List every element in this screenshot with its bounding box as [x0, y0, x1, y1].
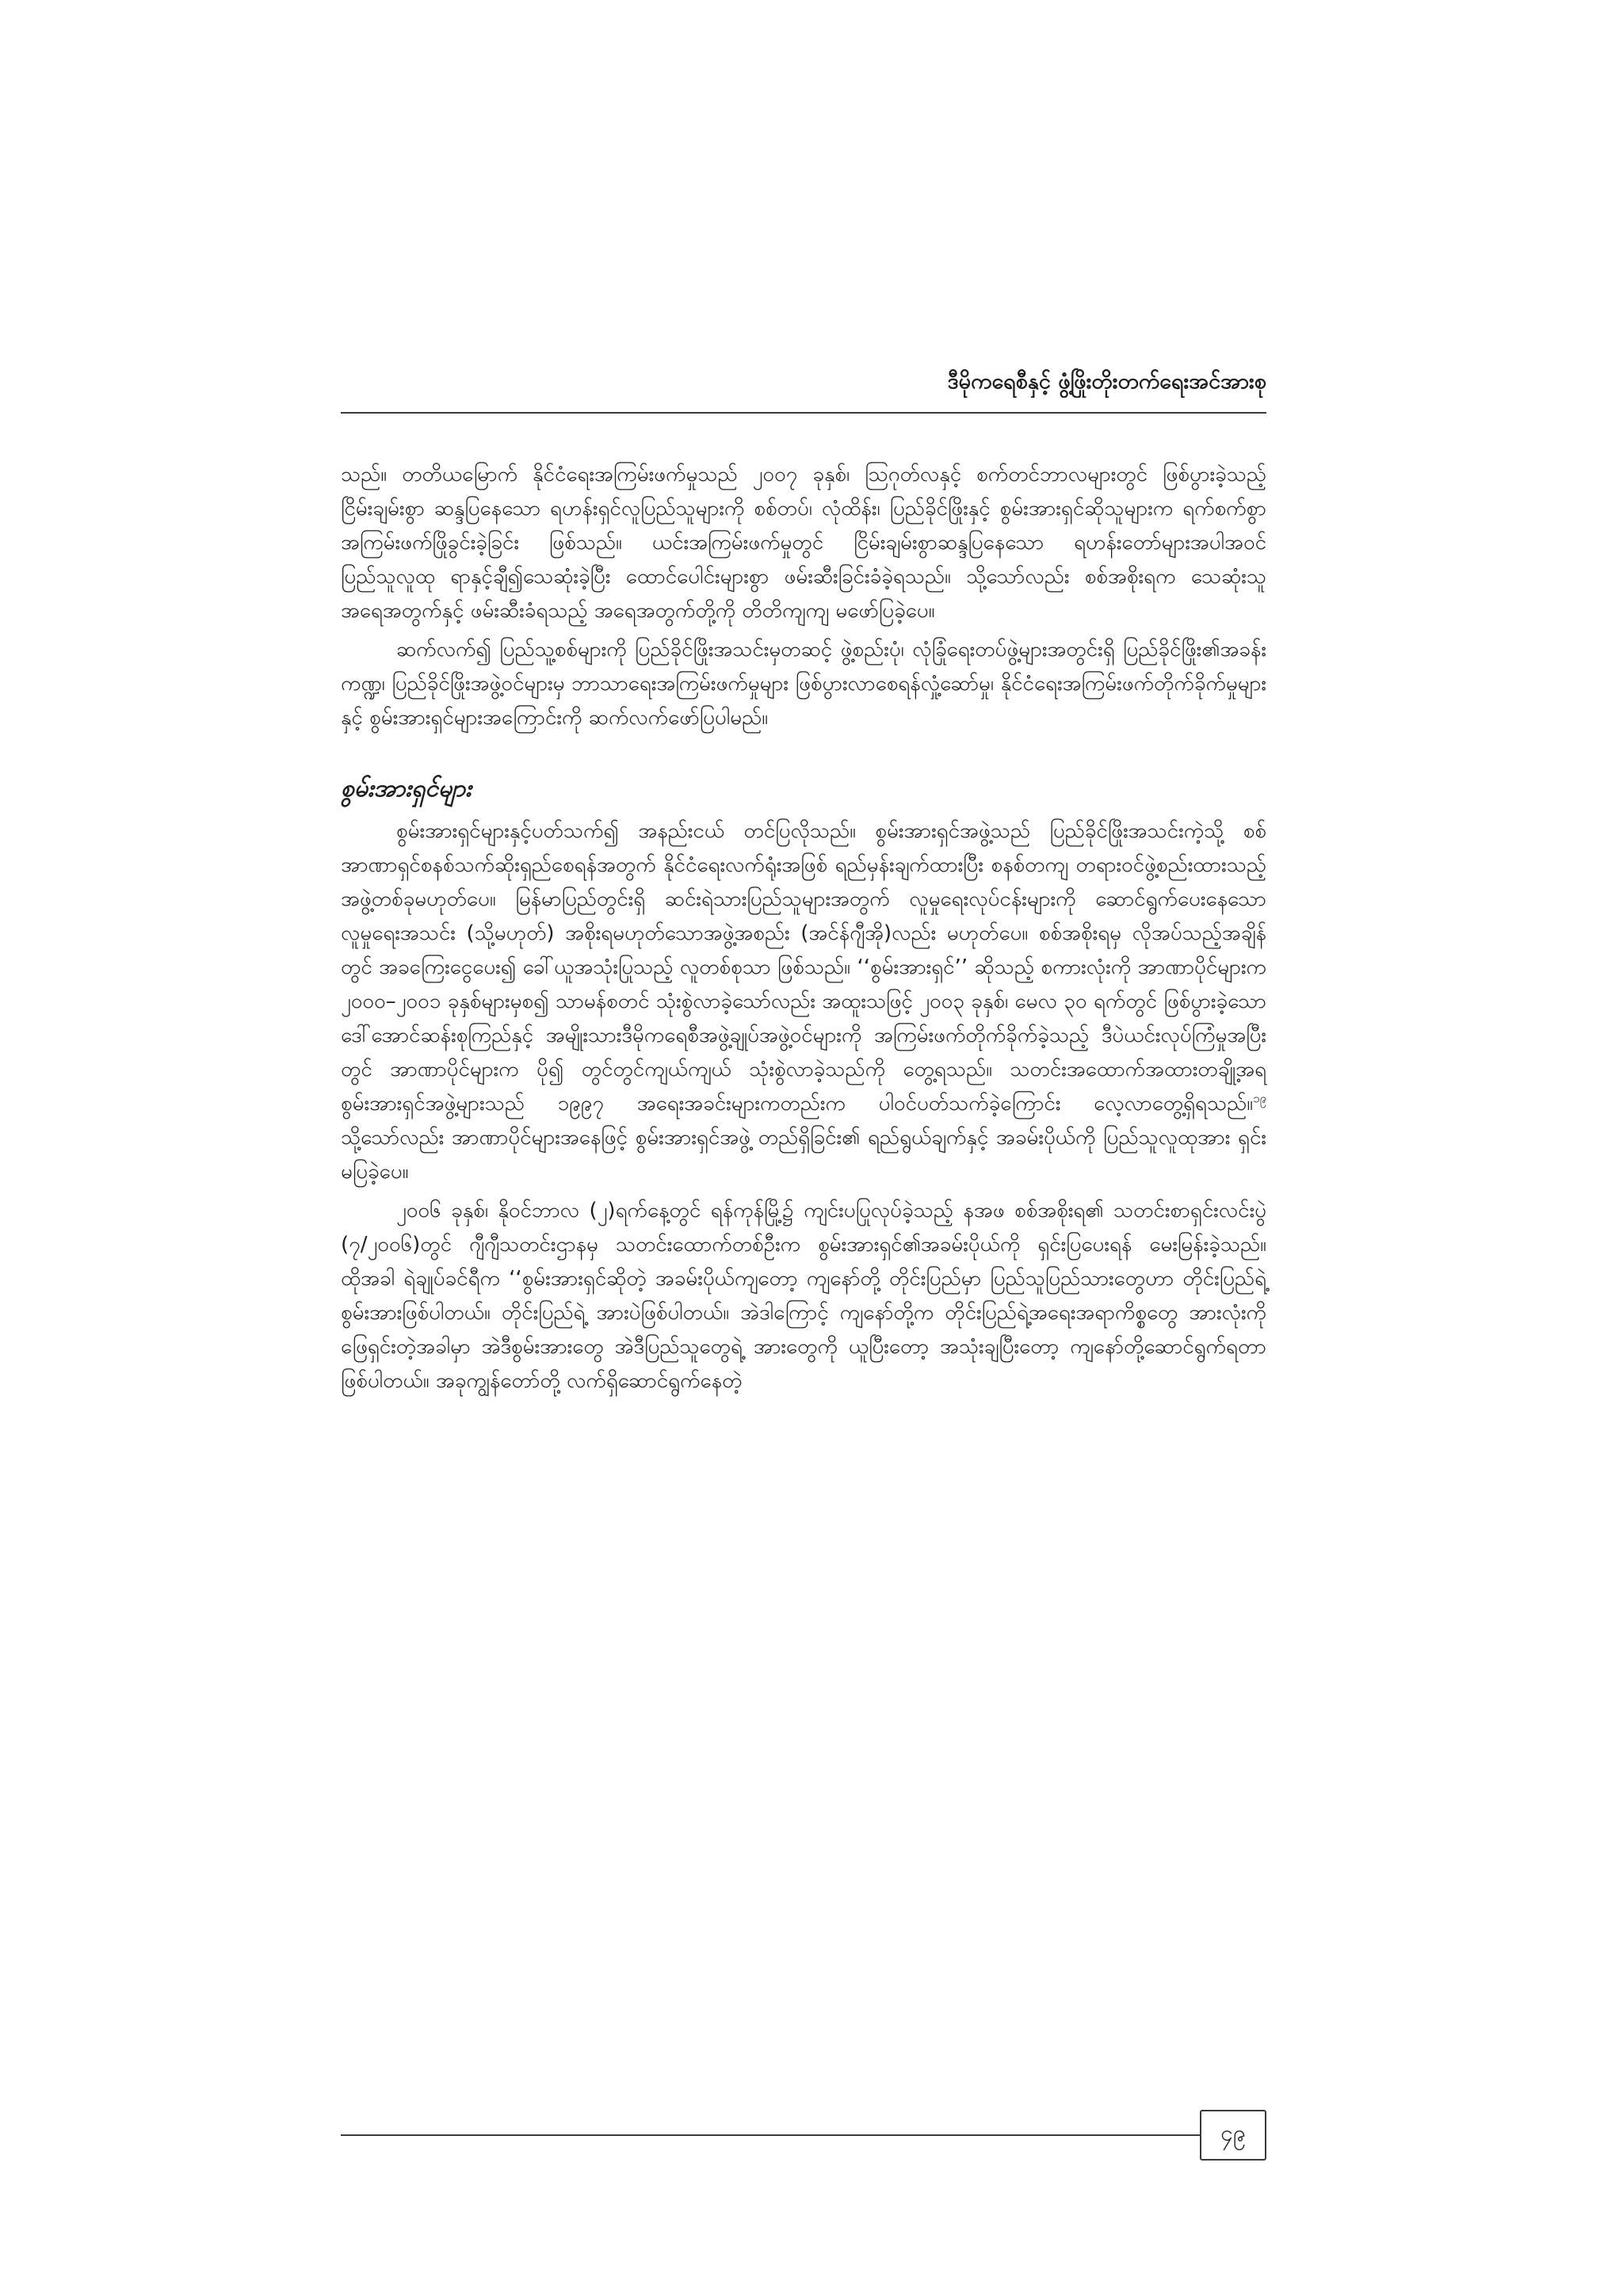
paragraph-intro-1: သည်။ တတိယမြောက် နိုင်ငံရေးအကြမ်းဖက်မှုသည် ၂၀၀၇ ခုနှစ်၊ သြဂုတ်လနှင့် စက်တင်ဘာလများတွင် ဖြစ်ပွားခဲ့သည့် ငြိမ်းချမ်းစွာ ဆန္ဒပြနေသော ရဟန်းရှင်လူပြည်သူများကို စစ်တပ်၊ လုံထိန်း၊ ပြည်ခိုင်ဖြိုးနှင့် စွမ်းအားရှင်ဆိုသူများက ရက်စက်စွာအကြမ်းဖက်ဖြိုခွင်းခဲ့ခြင်း ဖြစ်သည်။ ယင်းအကြမ်းဖက်မှုတွင် ငြိမ်းချမ်းစွာဆန္ဒပြနေသော ရဟန်းတော်များအပါအဝင် ပြည်သူလူထု ရာနှင့်ချီ၍သေဆုံးခဲ့ပြီး ထောင်ပေါင်းများစွာ ဖမ်းဆီးခြင်းခံခဲ့ရသည်။ သို့သော်လည်း စစ်အစိုးရက သေဆုံးသူအရေအတွက်နှင့် ဖမ်းဆီးခံရသည့် အရေအတွက်တို့ကို တိတိကျကျ မဖော်ပြခဲ့ပေ။: [341, 463, 1266, 623]
footnote-marker: ၁၉: [1253, 1091, 1266, 1106]
paragraph-section-2: ၂၀၀၆ ခုနှစ်၊ နိုဝင်ဘာလ (၂)ရက်နေ့တွင် ရန်ကုန်မြို့၌ ကျင်းပပြုလုပ်ခဲ့သည့် နအဖ စစ်အစိုးရ၏ သတင်းစာရှင်းလင်းပွဲ (၇/၂၀၀၆)တွင် ဂျီဂျီသတင်းဌာနမှ သတင်းထောက်တစ်ဦးက စွမ်းအားရှင်၏အခမ်းပိုယ်ကို ရှင်းပြပေးရန် မေးမြန်းခဲ့သည်။ ထိုအခါ ရဲချုပ်ခင်ရီက ‘‘စွမ်းအားရှင်ဆိုတဲ့ အခမ်းပိုယ်ကျတော့ ကျနော်တို့ တိုင်းပြည်မှာ ပြည်သူပြည်သားတွေဟာ တိုင်းပြည်ရဲ့ စွမ်းအားဖြစ်ပါတယ်။ တိုင်းပြည်ရဲ့ အားပဲဖြစ်ပါတယ်။ အဲဒါကြောင့် ကျနော်တို့က တိုင်းပြည်ရဲ့အရေးအရာကိစ္စတွေ အားလုံးကို ဖြေရှင်းတဲ့အခါမှာ အဲဒီစွမ်းအားတွေ အဲဒီပြည်သူတွေရဲ့ အားတွေကို ယူပြီးတော့ အသုံးချပြီးတော့ ကျနော်တို့ဆောင်ရွက်ရတာ ဖြစ်ပါတယ်။ အခုကျွန်တော်တို့ လက်ရှိဆောင်ရွက်နေတဲ့: [341, 1199, 1266, 1393]
paragraph-section-1-continuation: သို့သော်လည်း အာဏာပိုင်များအနေဖြင့် စွမ်းအားရှင်အဖွဲ့ တည်ရှိခြင်း၏ ရည်ရွယ်ချက်နှင့် အခမ်းပိုယ်ကို ပြည်သူလူထုအား ရှင်းမပြခဲ့ပေ။: [341, 1126, 1266, 1184]
running-header: ဒီမိုကရေစီနှင့် ဖွံ့ဖြိုးတိုးတက်ရေးအင်အားစု: [947, 369, 1266, 394]
paragraph-intro-2: ဆက်လက်၍ ပြည်သူ့စစ်များကို ပြည်ခိုင်ဖြိုးအသင်းမှတဆင့် ဖွဲ့စည်းပုံ၊ လုံခြုံရေးတပ်ဖွဲ့များအတွင်းရှိ ပြည်ခိုင်ဖြိုး၏အခန်းကဏ္ဍ၊ ပြည်ခိုင်ဖြိုးအဖွဲ့ဝင်များမှ ဘာသာရေးအကြမ်းဖက်မှုများ ဖြစ်ပွားလာစေရန်လှုံ့ဆော်မှု၊ နိုင်ငံရေးအကြမ်းဖက်တိုက်ခိုက်မှုများနှင့် စွမ်းအားရှင်များအကြောင်းကို ဆက်လက်ဖော်ပြပါမည်။: [341, 638, 1266, 730]
footer-rule: [341, 2134, 1200, 2136]
section-heading: စွမ်းအားရှင်များ: [341, 775, 472, 803]
paragraph-section-1: [341, 814, 1266, 1189]
page-number: ၄၉: [1200, 2110, 1266, 2161]
header-rule: [341, 412, 1266, 414]
paragraph-section-1-text: စွမ်းအားရှင်များနှင့်ပတ်သက်၍ အနည်းငယ် တင်ပြလိုသည်။ စွမ်းအားရှင်အဖွဲ့သည် ပြည်ခိုင်ဖြိုးအသင်းကဲ့သို့ စစ်အာဏာရှင်စနစ်သက်ဆိုးရှည်စေရန်အတွက် နိုင်ငံရေးလက်ရုံးအဖြစ် ရည်မှန်းချက်ထားပြီး စနစ်တကျ တရားဝင်ဖွဲ့စည်းထားသည့် အဖွဲ့တစ်ခုမဟုတ်ပေ။ မြန်မာပြည်တွင်းရှိ ဆင်းရဲသားပြည်သူများအတွက် လူမှုရေးလုပ်ငန်းများကို ဆောင်ရွက်ပေးနေသော လူမှုရေးအသင်း (သို့မဟုတ်) အစိုးရမဟုတ်သောအဖွဲ့အစည်း (အင်န်ဂျီအို)လည်း မဟုတ်ပေ။ စစ်အစိုးရမှ လိုအပ်သည့်အချိန်တွင် အခကြေးငွေပေး၍ ခေါ်ယူအသုံးပြုသည့် လူတစ်စုသာ ဖြစ်သည်။ ‘‘စွမ်းအားရှင်’’ ဆိုသည့် စကားလုံးကို အာဏာပိုင်များက ၂၀၀၀–၂၀၀၁ ခုနှစ်များမှစ၍ သာမန်စတင် သုံးစွဲလာခဲ့သော်လည်း အထူးသဖြင့် ၂၀၀၃ ခုနှစ်၊ မေလ ၃၀ ရက်တွင် ဖြစ်ပွားခဲ့သော ဒေါ်အောင်ဆန်းစုကြည်နှင့် အမျိုးသားဒီမိုကရေစီအဖွဲ့ချုပ်အဖွဲ့ဝင်များကို အကြမ်းဖက်တိုက်ခိုက်ခဲ့သည့် ဒီပဲယင်းလုပ်ကြံမှုအပြီးတွင် အာဏာပိုင်များက ပို၍ တွင်တွင်ကျယ်ကျယ် သုံးစွဲလာခဲ့သည်ကို တွေ့ရသည်။ သတင်းအထောက်အထားတချို့အရ စွမ်းအားရှင်အဖွဲ့များသည် ၁၉၉၇ အရေးအခင်းများကတည်းက ပါဝင်ပတ်သက်ခဲ့ကြောင်း လေ့လာတွေ့ရှိရသည်။: [341, 819, 1266, 1116]
body-text: [341, 458, 1266, 1403]
